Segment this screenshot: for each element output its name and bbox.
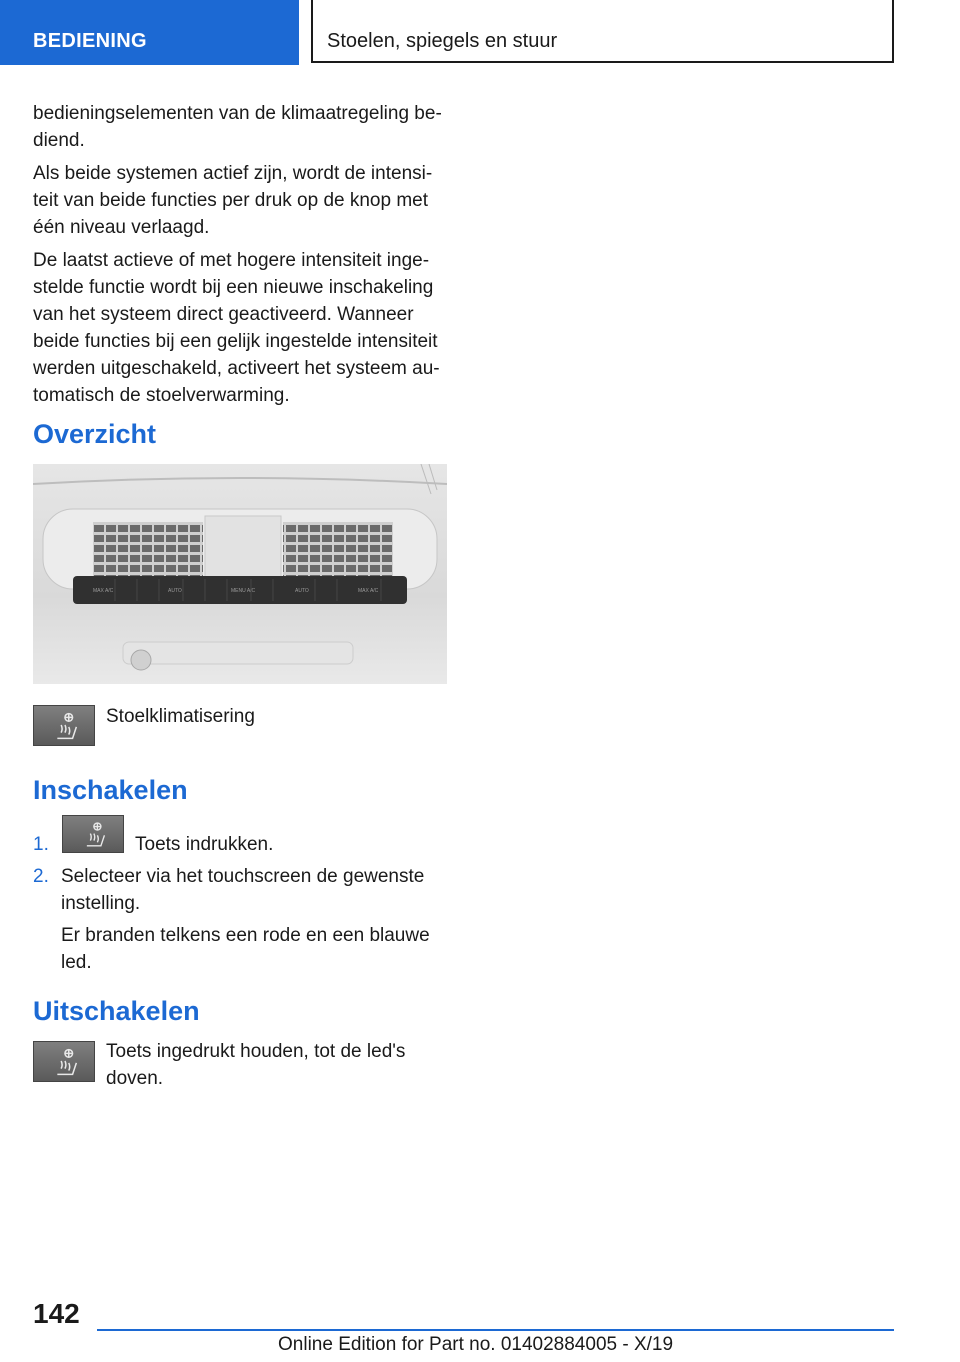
footer-edition: Online Edition for Part no. 01402884005 - X/19 [278, 1334, 674, 1355]
heading-inschakelen: Inschakelen [33, 775, 188, 805]
page-number: 142 [33, 1298, 80, 1329]
climate-panel-illustration [33, 464, 447, 684]
panel-label-max-ac-2: MAX A/C [358, 588, 379, 594]
intro-paragraph-2: Als beide systemen actief zijn, wordt de intensi- teit van beide functies per druk op de knop met één niveau verlaagd. [33, 163, 433, 238]
step-text-2: Selecteer via het touchscreen de gewenste instelling. [61, 866, 425, 914]
seat-climate-icon [33, 705, 95, 746]
step-number-1: 1. [33, 834, 49, 855]
climate-panel-photo [33, 464, 447, 684]
panel-label-menu: MENU A/C [231, 588, 256, 594]
chapter-tab [311, 0, 894, 63]
intro-paragraph-1: bedieningselementen van de klimaatregeling be- diend. [33, 103, 442, 151]
section-tab [0, 0, 299, 65]
panel-label-auto-2: AUTO [295, 588, 309, 594]
panel-label-max-ac: MAX A/C [93, 588, 114, 594]
step-number-2: 2. [33, 866, 49, 887]
chapter-title: Stoelen, spiegels en stuur [327, 30, 558, 52]
heading-uitschakelen: Uitschakelen [33, 996, 200, 1026]
intro-paragraph-3: De laatst actieve of met hogere intensiteit inge- stelde functie wordt bij een nieuwe inschakeling van het systeem direct geactiveerd. Wanneer beide functies bij een gelijk ingestelde intensiteit werden uitgeschakeld, activeert het systeem au- tomatisch de stoelverwarming. [33, 250, 440, 406]
icon-caption: Stoelklimatisering [106, 706, 255, 727]
section-title: BEDIENING [33, 30, 147, 52]
uitschakelen-text: Toets ingedrukt houden, tot de led's doven. [106, 1041, 406, 1089]
intro-text [33, 100, 447, 415]
seat-climate-icon [33, 1041, 95, 1082]
step-text-1: Toets indrukken. [135, 834, 274, 855]
seat-climate-icon [62, 815, 124, 853]
step-note-2: Er branden telkens een rode en een blauwe led. [61, 925, 430, 973]
panel-label-auto: AUTO [168, 588, 182, 594]
footer-rule [97, 1329, 894, 1331]
heading-overzicht: Overzicht [33, 419, 157, 449]
